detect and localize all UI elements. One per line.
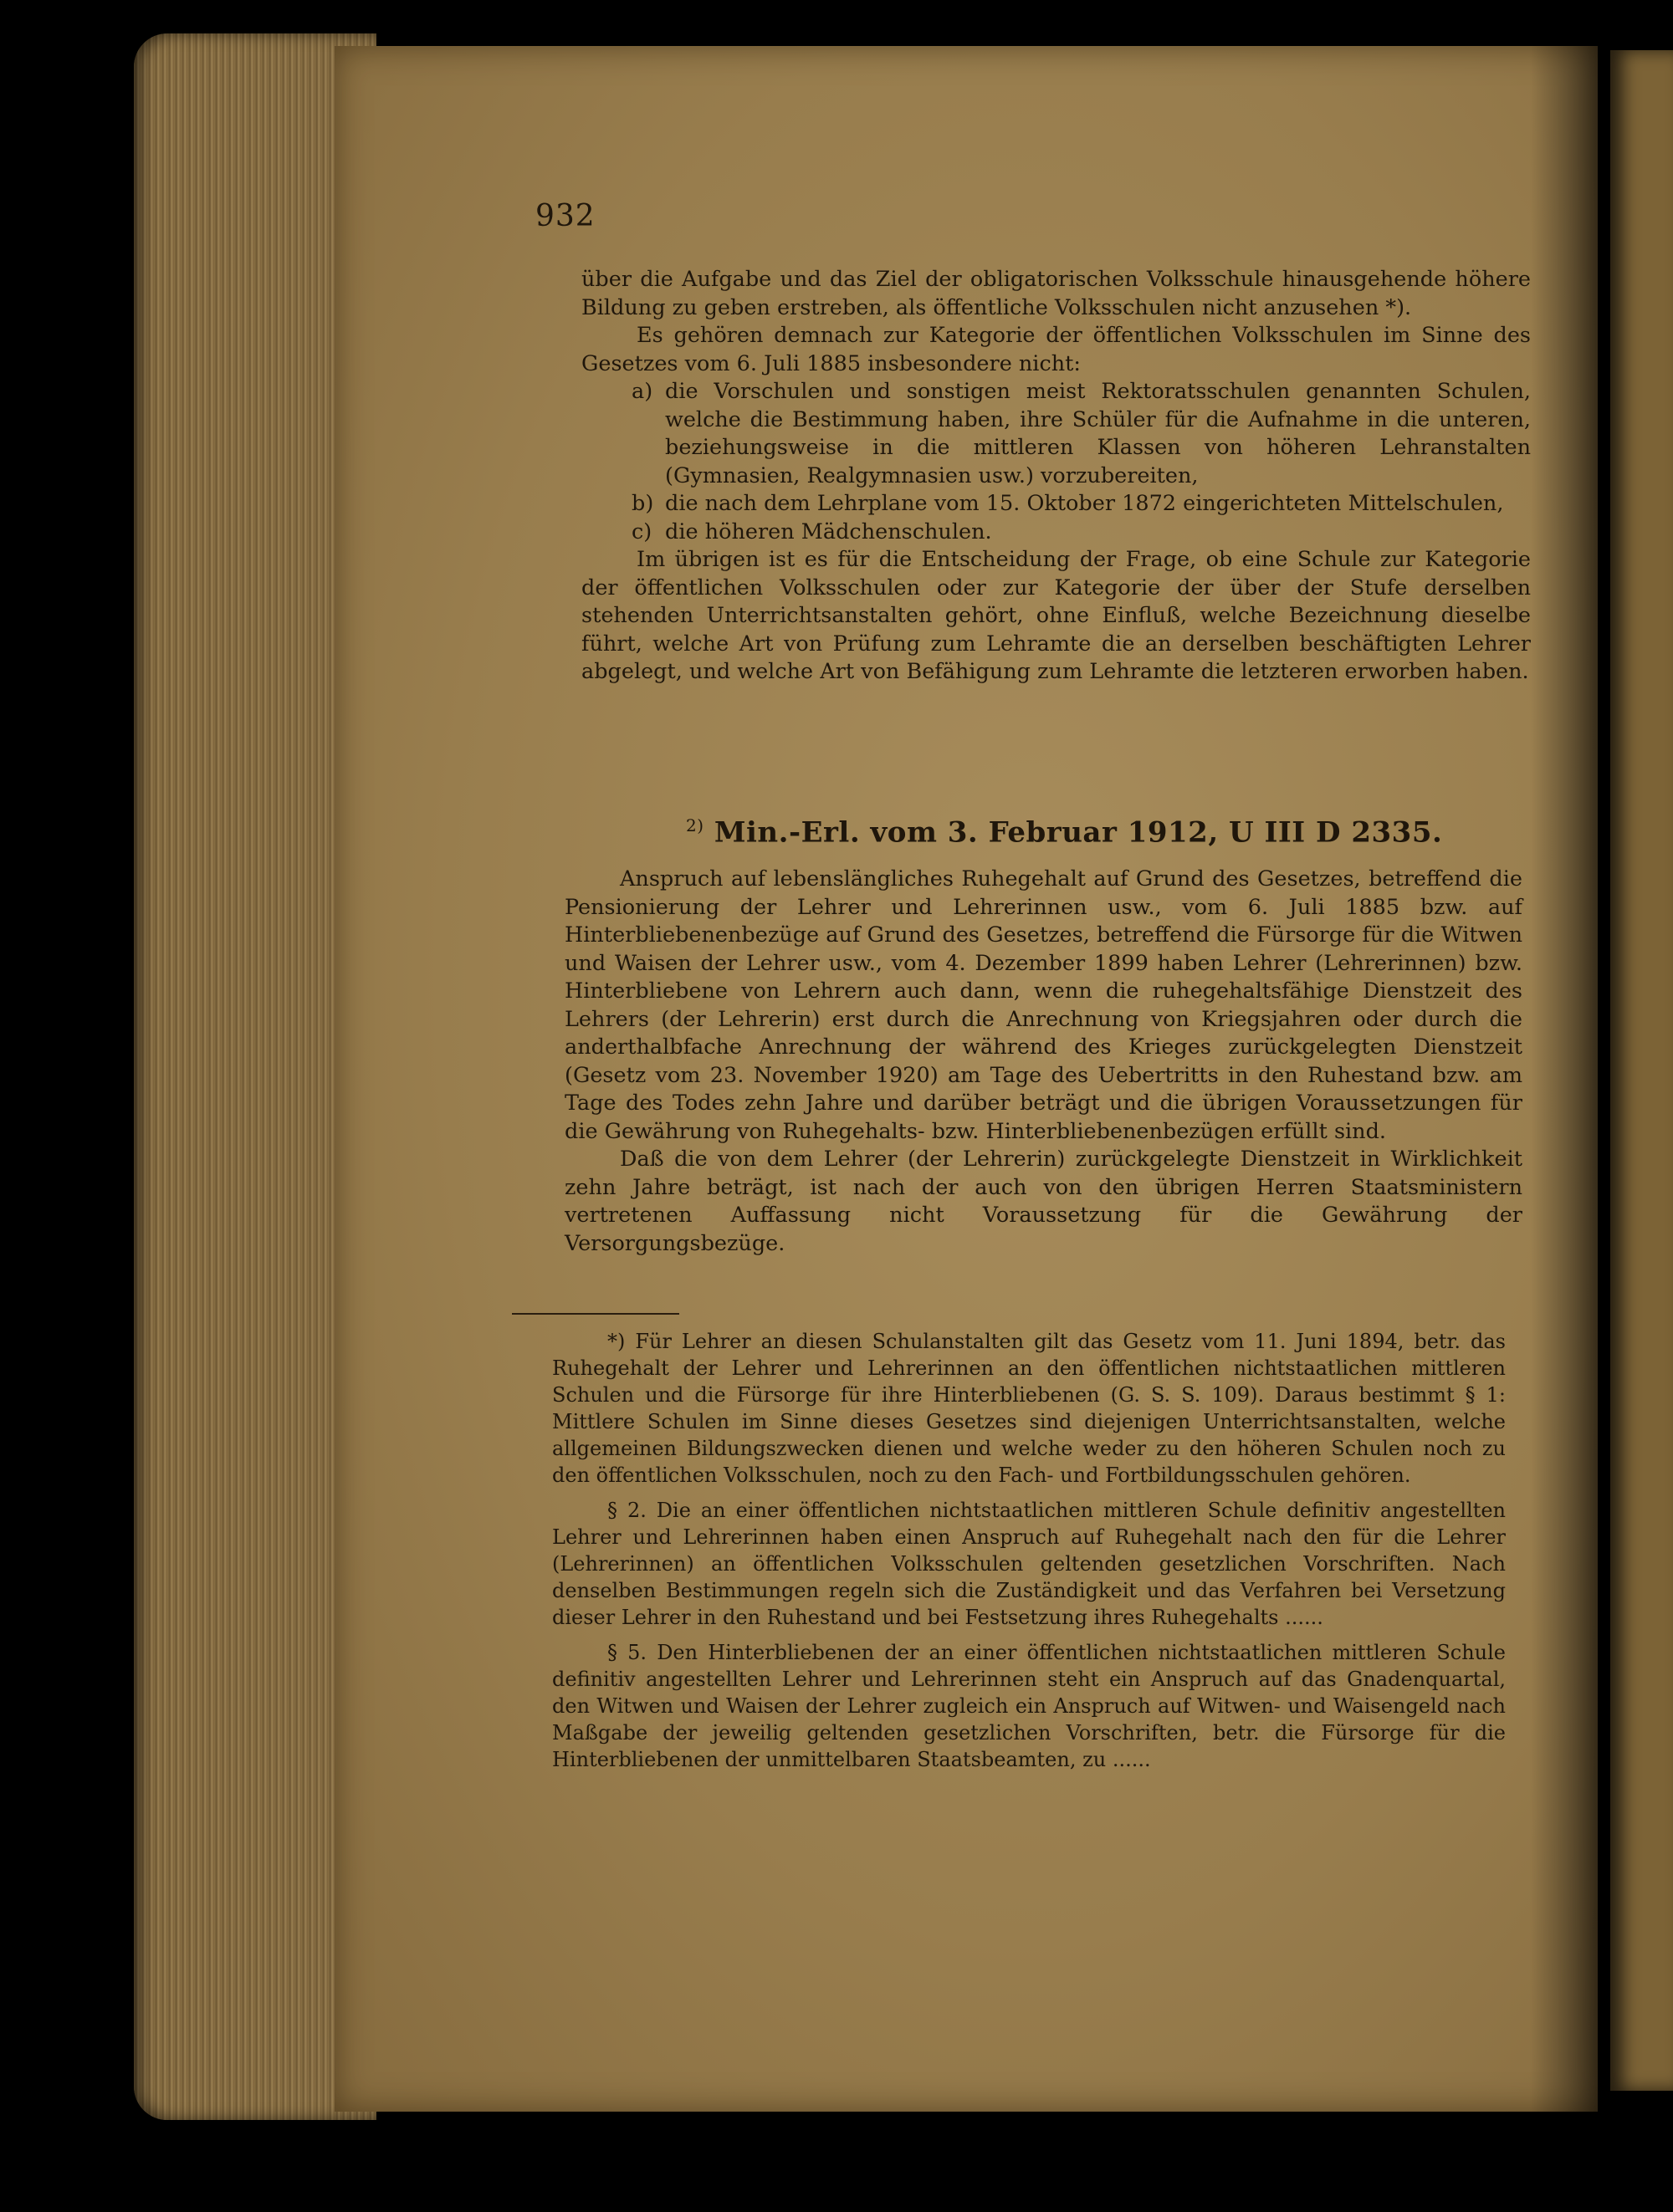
list-text: die Vorschulen und sonstigen meist Rektoratsschulen genannten Schulen, welche die Bestimmung haben, ihre Schüler für die Aufnahme in die unteren, beziehungsweise in die mittleren Klassen von höheren Lehranstalten (Gymnasien, Realgymnasien usw.) vorzubereiten,: [665, 379, 1531, 488]
list-marker: c): [632, 519, 652, 544]
exclusion-list: [581, 378, 1531, 546]
heading-text: Min.-Erl. vom 3. Februar 1912, U III D 2335.: [714, 815, 1443, 850]
heading-number: 2): [686, 815, 704, 835]
list-item: [632, 378, 1531, 490]
lower-paragraph-2: Daß die von dem Lehrer (der Lehrerin) zurückgelegte Dienstzeit in Wirklichkeit zehn Jahre beträgt, ist nach der auch von den übrigen Herren Staatsministern vertretenen Auffassung nicht Voraussetzung für die Gewährung der Versorgungsbezüge.: [565, 1147, 1522, 1256]
list-marker: b): [632, 491, 654, 516]
upper-paragraph-1: über die Aufgabe und das Ziel der obligatorischen Volksschule hinausgehende höhere Bildung zu geben erstreben, als öffentliche Volksschulen nicht anzusehen *).: [581, 267, 1531, 320]
footnote-paragraph-1: *) Für Lehrer an diesen Schulanstalten gilt das Gesetz vom 11. Juni 1894, betr. das Ruhegehalt der Lehrer und Lehrerinnen an den öffentlichen nichtstaatlichen mittleren Schulen und die Fürsorge für ihre Hinterbliebenen (G. S. S. 109). Daraus bestimmt § 1: Mittlere Schulen im Sinne dieses Gesetzes sind diejenigen Unterrichtsanstalten, welche allgemeinen Bildungszwecken dienen und welche weder zu den höheren Schulen noch zu den öffentlichen Volksschulen, noch zu den Fach- und Fortbildungsschulen gehören.: [552, 1330, 1506, 1487]
lower-paragraph-1: Anspruch auf lebenslängliches Ruhegehalt auf Grund des Gesetzes, betreffend die Pensionierung der Lehrer und Lehrerinnen usw., vom 6. Juli 1885 bzw. auf Hinterbliebenenbezüge auf Grund des Gesetzes, betreffend die Fürsorge für die Witwen und Waisen der Lehrer usw., vom 4. Dezember 1899 haben Lehrer (Lehrerinnen) bzw. Hinterbliebene von Lehrern auch dann, wenn die ruhegehaltsfähige Dienstzeit des Lehrers (der Lehrerin) erst durch die Anrechnung von Kriegsjahren oder durch die anderthalbfache Anrechnung der während des Krieges zurückgelegten Dienstzeit (Gesetz vom 23. November 1920) am Tage des Uebertritts in den Ruhestand bzw. am Tage des Todes zehn Jahre und darüber beträgt und die übrigen Voraussetzungen für die Gewährung von Ruhegehalts- bzw. Hinterbliebenenbezügen erfüllt sind.: [565, 866, 1522, 1144]
lower-section: [565, 866, 1522, 1258]
upper-paragraph-3: Im übrigen ist es für die Entscheidung der Frage, ob eine Schule zur Kategorie der öffentlichen Volksschulen oder zur Kategorie der über der Stufe derselben stehenden Unterrichtsanstalten gehört, ohne Einfluß, welche Bezeichnung dieselbe führt, welche Art von Prüfung zum Lehramte die an derselben beschäftigten Lehrer abgelegt, und welche Art von Befähigung zum Lehramte die letzteren erworben haben.: [581, 547, 1531, 684]
upper-section: [581, 266, 1531, 687]
list-text: die nach dem Lehrplane vom 15. Oktober 1872 eingerichteten Mittelschulen,: [665, 491, 1504, 516]
footnote-rule: [512, 1313, 679, 1315]
list-marker: a): [632, 379, 653, 404]
next-page-edge: [1610, 50, 1673, 2091]
list-item: [632, 490, 1531, 519]
footnote-section: [552, 1328, 1506, 1773]
upper-paragraph-2: Es gehören demnach zur Kategorie der öffentlichen Volksschulen im Sinne des Gesetzes vom 6. Juli 1885 insbesondere nicht:: [581, 323, 1531, 376]
footnote-paragraph-2: § 2. Die an einer öffentlichen nichtstaatlichen mittleren Schule definitiv angestellten Lehrer und Lehrerinnen haben einen Anspruch auf Ruhegehalt nach den für die Lehrer (Lehrerinnen) an öffentlichen Volksschulen geltenden gesetzlichen Vorschriften. Nach denselben Bestimmungen regeln sich die Zuständigkeit und das Verfahren bei Versetzung dieser Lehrer in den Ruhestand und bei Festsetzung ihres Ruhegehalts ......: [552, 1499, 1506, 1629]
section-heading: [686, 815, 1442, 849]
list-item: [632, 519, 1531, 547]
gutter-shadow: [1531, 46, 1598, 2112]
list-text: die höheren Mädchenschulen.: [665, 519, 992, 544]
footnote-paragraph-3: § 5. Den Hinterbliebenen der an einer öffentlichen nichtstaatlichen mittleren Schule definitiv angestellten Lehrer und Lehrerinnen steht ein Anspruch auf das Gnadenquartal, den Witwen und Waisen der Lehrer zugleich ein Anspruch auf Witwen- und Waisengeld nach Maßgabe der jeweilig geltenden gesetzlichen Vorschriften, betr. die Fürsorge für die Hinterbliebenen der unmittelbaren Staatsbeamten, zu ......: [552, 1641, 1506, 1771]
page-number: 932: [535, 199, 596, 233]
